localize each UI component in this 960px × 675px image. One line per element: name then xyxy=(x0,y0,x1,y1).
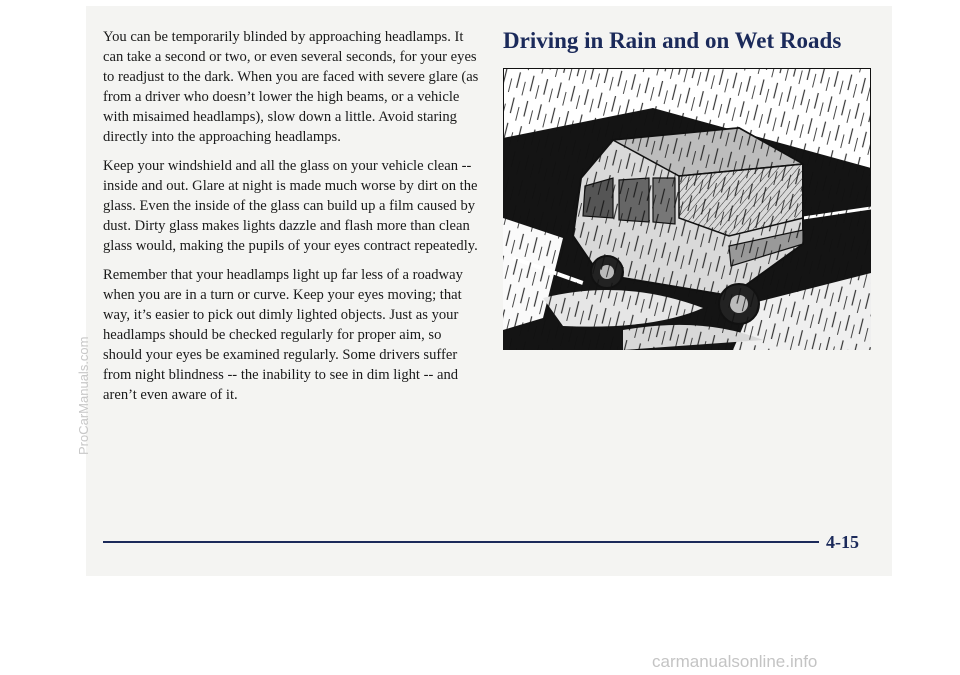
paragraph-windshield: Keep your windshield and all the glass on your vehicle clean -- inside and out. Glare at night is made much worse by dirt on the glass. Even the inside of the glass can build up a film caused by dust. Dirty glass makes lights dazzle and flash more than clean glass would, making the pupils of your eyes contract repeatedly. xyxy=(103,158,478,254)
body-text-column xyxy=(103,27,483,414)
page-number: 4-15 xyxy=(826,532,859,552)
bottom-watermark: carmanualsonline.info xyxy=(652,652,818,671)
van-in-rain-illustration xyxy=(503,68,871,350)
paragraph-headlamps: Remember that your headlamps light up far less of a roadway when you are in a turn or curve. Keep your eyes moving; that way, it’s easier to pick out dimly lighted objects. Just as your headlamps should be checked regularly for proper aim, so should your eyes be examined regularly. Some drivers suffer from night blindness -- the inability to see in dim light -- and aren’t even aware of it. xyxy=(103,267,463,403)
side-watermark: ProCarManuals.com xyxy=(76,336,91,455)
paragraph-glare: You can be temporarily blinded by approaching headlamps. It can take a second or two, or even several seconds, for your eyes to readjust to the dark. When you are faced with severe glare (as from a driver who doesn’t lower the high beams, or a vehicle with misaimed headlamps), slow down a little. Avoid staring directly into the approaching headlamps. xyxy=(103,29,479,145)
section-heading: Driving in Rain and on Wet Roads xyxy=(503,28,842,53)
footer-rule xyxy=(103,541,819,543)
